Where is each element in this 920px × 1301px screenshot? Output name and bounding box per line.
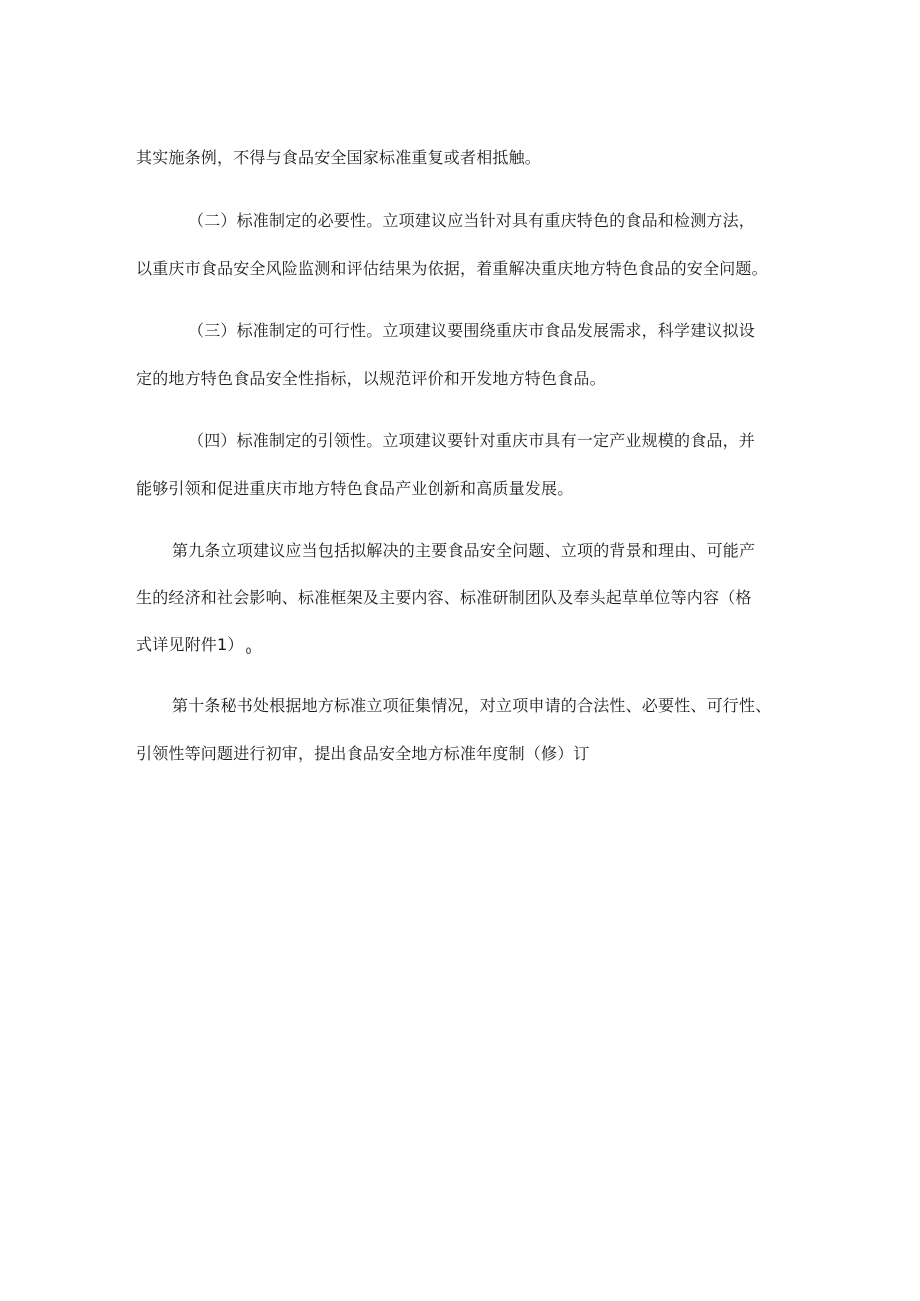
paragraph-line-4: （三）标准制定的可行性。立项建议要围绕重庆市食品发展需求，科学建议拟设 [188, 321, 756, 340]
line-10-tail: 0 [245, 647, 252, 657]
paragraph-line-8: 第九条立项建议应当包括拟解决的主要食品安全问题、立项的背景和理由、可能产 [172, 541, 756, 560]
paragraph-line-12: 引领性等问题进行初审，提出食品安全地方标准年度制（修）订 [136, 744, 590, 763]
paragraph-line-2: （二）标准制定的必要性。立项建议应当针对具有重庆特色的食品和检测方法， [188, 211, 756, 230]
paragraph-line-6: （四）标准制定的引领性。立项建议要针对重庆市具有一定产业规模的食品，并 [188, 431, 756, 450]
paragraph-line-1: 其实施条例，不得与食品安全国家标准重复或者相抵触。 [136, 148, 542, 167]
paragraph-line-11: 第十条秘书处根据地方标准立项征集情况，对立项申请的合法性、必要性、可行性、 [172, 696, 772, 715]
paragraph-line-10 [136, 633, 786, 664]
paragraph-line-7: 能够引领和促进重庆市地方特色食品产业创新和高质量发展。 [136, 479, 574, 498]
paragraph-line-3: 以重庆市食品安全风险监测和评估结果为依据，着重解决重庆地方特色食品的安全问题。 [136, 259, 768, 278]
paragraph-line-5: 定的地方特色食品安全性指标，以规范评价和开发地方特色食品。 [136, 369, 606, 388]
line-10-text: 式详见附件1） [136, 635, 244, 654]
paragraph-line-9: 生的经济和社会影响、标准框架及主要内容、标准研制团队及奉头起草单位等内容（格 [136, 588, 752, 607]
